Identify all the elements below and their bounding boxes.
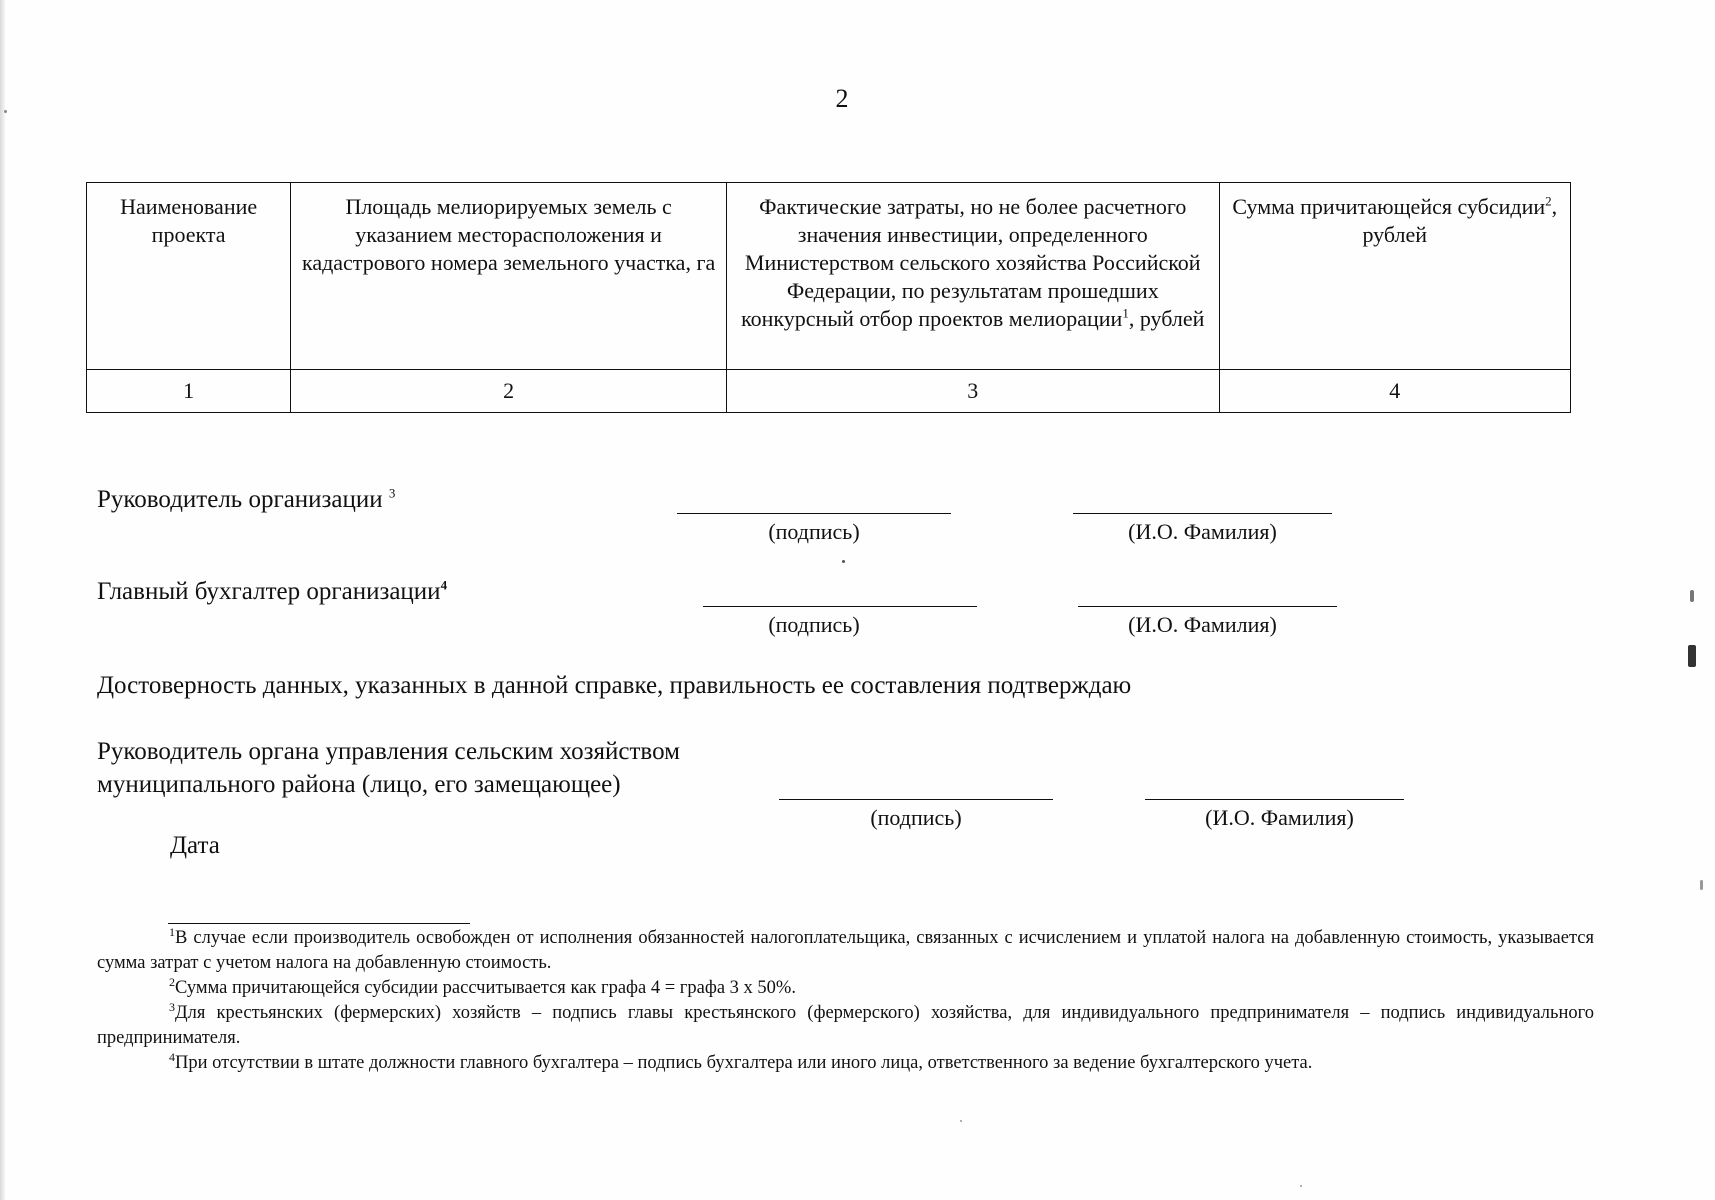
municipal-signature-caption: (подпись): [870, 805, 962, 830]
footnote-divider: [168, 923, 470, 924]
footnote-ref-3: 3: [388, 485, 396, 501]
head-of-organization-label: Руководитель организации $^3$: [97, 485, 396, 513]
footnote-4: $^4$При отсутствии в штате должности главного бухгалтера – подпись бухгалтера или иного лица, ответственного за ведение бухгалтерского учета.: [169, 1049, 1313, 1073]
column-number-3: 3: [727, 370, 1220, 413]
column-number-4: 4: [1219, 370, 1570, 413]
column-number-2: 2: [291, 370, 727, 413]
scan-speck: [1690, 590, 1694, 602]
municipal-head-label-line2: муниципального района (лицо, его замещающее): [97, 771, 621, 798]
head-signature-caption: (подпись): [768, 519, 860, 544]
subsidy-table: [86, 182, 1571, 413]
footnote-3: $^3$Для крестьянских (фермерских) хозяйств – подпись главы крестьянского (фермерского) хозяйства, для индивидуального предпринимателя – подпись индивидуального предпринимателя.: [97, 999, 1594, 1048]
municipal-name-caption: (И.О. Фамилия): [1205, 805, 1354, 830]
accountant-name-caption: (И.О. Фамилия): [1128, 612, 1277, 637]
scan-speck: [1688, 645, 1696, 667]
header-project-name: Наименование проекта: [87, 183, 291, 370]
table-row: [87, 370, 1571, 413]
scan-left-edge: [0, 0, 6, 1200]
scan-speck: [1300, 1185, 1302, 1187]
footnote-ref-2: 2: [1545, 193, 1552, 209]
municipal-head-label-line1: Руководитель органа управления сельским хозяйством: [97, 738, 680, 765]
footnotes: [97, 926, 1594, 1076]
chief-accountant-label: Главный бухгалтер организации$^4$: [97, 577, 448, 605]
table-header-row: [87, 183, 1571, 370]
municipal-name-line[interactable]: [1145, 799, 1404, 800]
date-label: Дата: [170, 832, 220, 859]
header-subsidy-amount: Сумма причитающейся субсидии$^2$, рублей: [1219, 183, 1570, 370]
scan-speck: [1700, 880, 1703, 890]
accountant-signature-caption: (подпись): [768, 612, 860, 637]
scan-speck: [960, 1120, 962, 1122]
accountant-signature-line[interactable]: [703, 606, 977, 607]
scan-speck: [4, 110, 7, 113]
confirmation-statement: Достоверность данных, указанных в данной справке, правильность ее составления подтверждаю: [97, 672, 1132, 699]
accountant-name-line[interactable]: [1078, 606, 1337, 607]
header-land-area: Площадь мелиорируемых земель с указанием месторасположения и кадастрового номера земельного участка, га: [291, 183, 727, 370]
head-name-caption: (И.О. Фамилия): [1128, 519, 1277, 544]
head-name-line[interactable]: [1073, 513, 1332, 514]
municipal-signature-line[interactable]: [779, 799, 1053, 800]
header-actual-costs: Фактические затраты, но не более расчетного значения инвестиции, определенного Министерством сельского хозяйства Российской Федерации, по результатам прошедших конкурсный отбор проектов мелиорации$^1$, рублей: [727, 183, 1220, 370]
footnote-2: $^2$Сумма причитающейся субсидии рассчитывается как графа 4 = графа 3 х 50%.: [169, 974, 796, 998]
footnote-ref-1: 1: [1122, 305, 1129, 321]
page-number: 2: [835, 84, 849, 113]
scan-speck: [842, 560, 845, 563]
footnote-1: $^1$В случае если производитель освобожден от исполнения обязанностей налогоплательщика, связанных с исчислением и уплатой налога на добавленную стоимость, указывается сумма затрат с учетом налога на добавленную стоимость.: [97, 924, 1594, 973]
column-number-1: 1: [87, 370, 291, 413]
footnote-ref-4: 4: [440, 577, 448, 593]
head-signature-line[interactable]: [677, 513, 951, 514]
